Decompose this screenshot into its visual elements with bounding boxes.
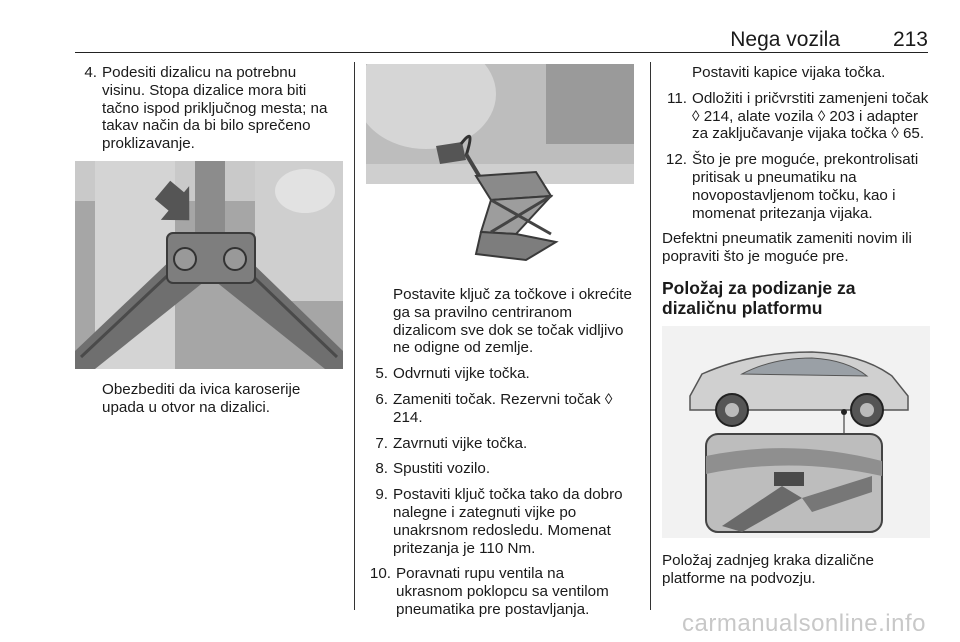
figure-1-caption: Obezbediti da ivica karoserije upada u otvor na dizalici. <box>102 380 301 416</box>
header-rule <box>75 52 928 53</box>
column-divider-2 <box>650 62 651 610</box>
column-1 <box>75 64 343 417</box>
step-5: 5. Odvrnuti vijke točka. <box>375 365 530 383</box>
step-9: 9. Postaviti ključ točka tako da dobro nalegne i zategnuti vijke po unakrsnom redosledu. Momenat pritezanja je 110 Nm. <box>375 486 623 557</box>
watermark: carmanualsonline.info <box>682 610 926 637</box>
step-12: 12. Što je pre moguće, prekontrolisati pritisak u pneumatiku na novopostavljenom točku, kao i momenat pritezanja vijaka. <box>665 151 919 222</box>
column-3 <box>662 64 930 588</box>
figure-2-caption: Postavite ključ za točkove i okrećite ga sa pravilno centriranom dizalicom sve dok se točak vidljivo ne odigne od zemlje. <box>393 286 632 357</box>
step-10-continued: Postaviti kapice vijaka točka. <box>692 64 886 81</box>
paragraph-defective-tire: Defektni pneumatik zameniti novim ili popraviti što je moguće pre. <box>662 230 912 266</box>
page-number: 213 <box>892 28 928 51</box>
step-4: 4. Podesiti dizalicu na potrebnu visinu. Stopa dizalice mora biti tačno ispod priključnog mesta; na takav način da bi bilo sprečeno proklizavanje. <box>84 64 328 153</box>
step-10: 10. Poravnati rupu ventila na ukrasnom poklopcu sa ventilom pneumatika pre postavljanja. <box>369 565 609 618</box>
step-8: 8. Spustiti vozilo. <box>375 460 491 478</box>
figure-3-caption: Položaj zadnjeg kraka dizalične platforme na podvozju. <box>662 551 874 587</box>
section-title: Nega vozila <box>730 28 840 51</box>
lift-point-illustration <box>662 326 930 538</box>
scissor-jack-illustration <box>366 64 634 272</box>
step-11: 11. Odložiti i pričvrstiti zamenjeni točak ◊ 214, alate vozila ◊ 203 i adapter za zaključavanje vijaka točka ◊ 65. <box>667 89 929 143</box>
section-heading-lifting-position: Položaj za podizanje za dizaličnu platformu <box>662 277 856 318</box>
step-4-text: Podesiti dizalicu na potrebnu visinu. Stopa dizalice mora biti tačno ispod priključnog mesta; na takav način da bi bilo sprečeno proklizavanje. <box>102 64 328 153</box>
step-7: 7. Zavrnuti vijke točka. <box>375 434 528 452</box>
jack-detail-illustration <box>75 161 343 369</box>
column-divider-1 <box>354 62 355 610</box>
page-header <box>75 28 928 52</box>
step-6: 6. Zameniti točak. Rezervni točak ◊ 214. <box>375 390 613 426</box>
column-2 <box>366 64 634 627</box>
